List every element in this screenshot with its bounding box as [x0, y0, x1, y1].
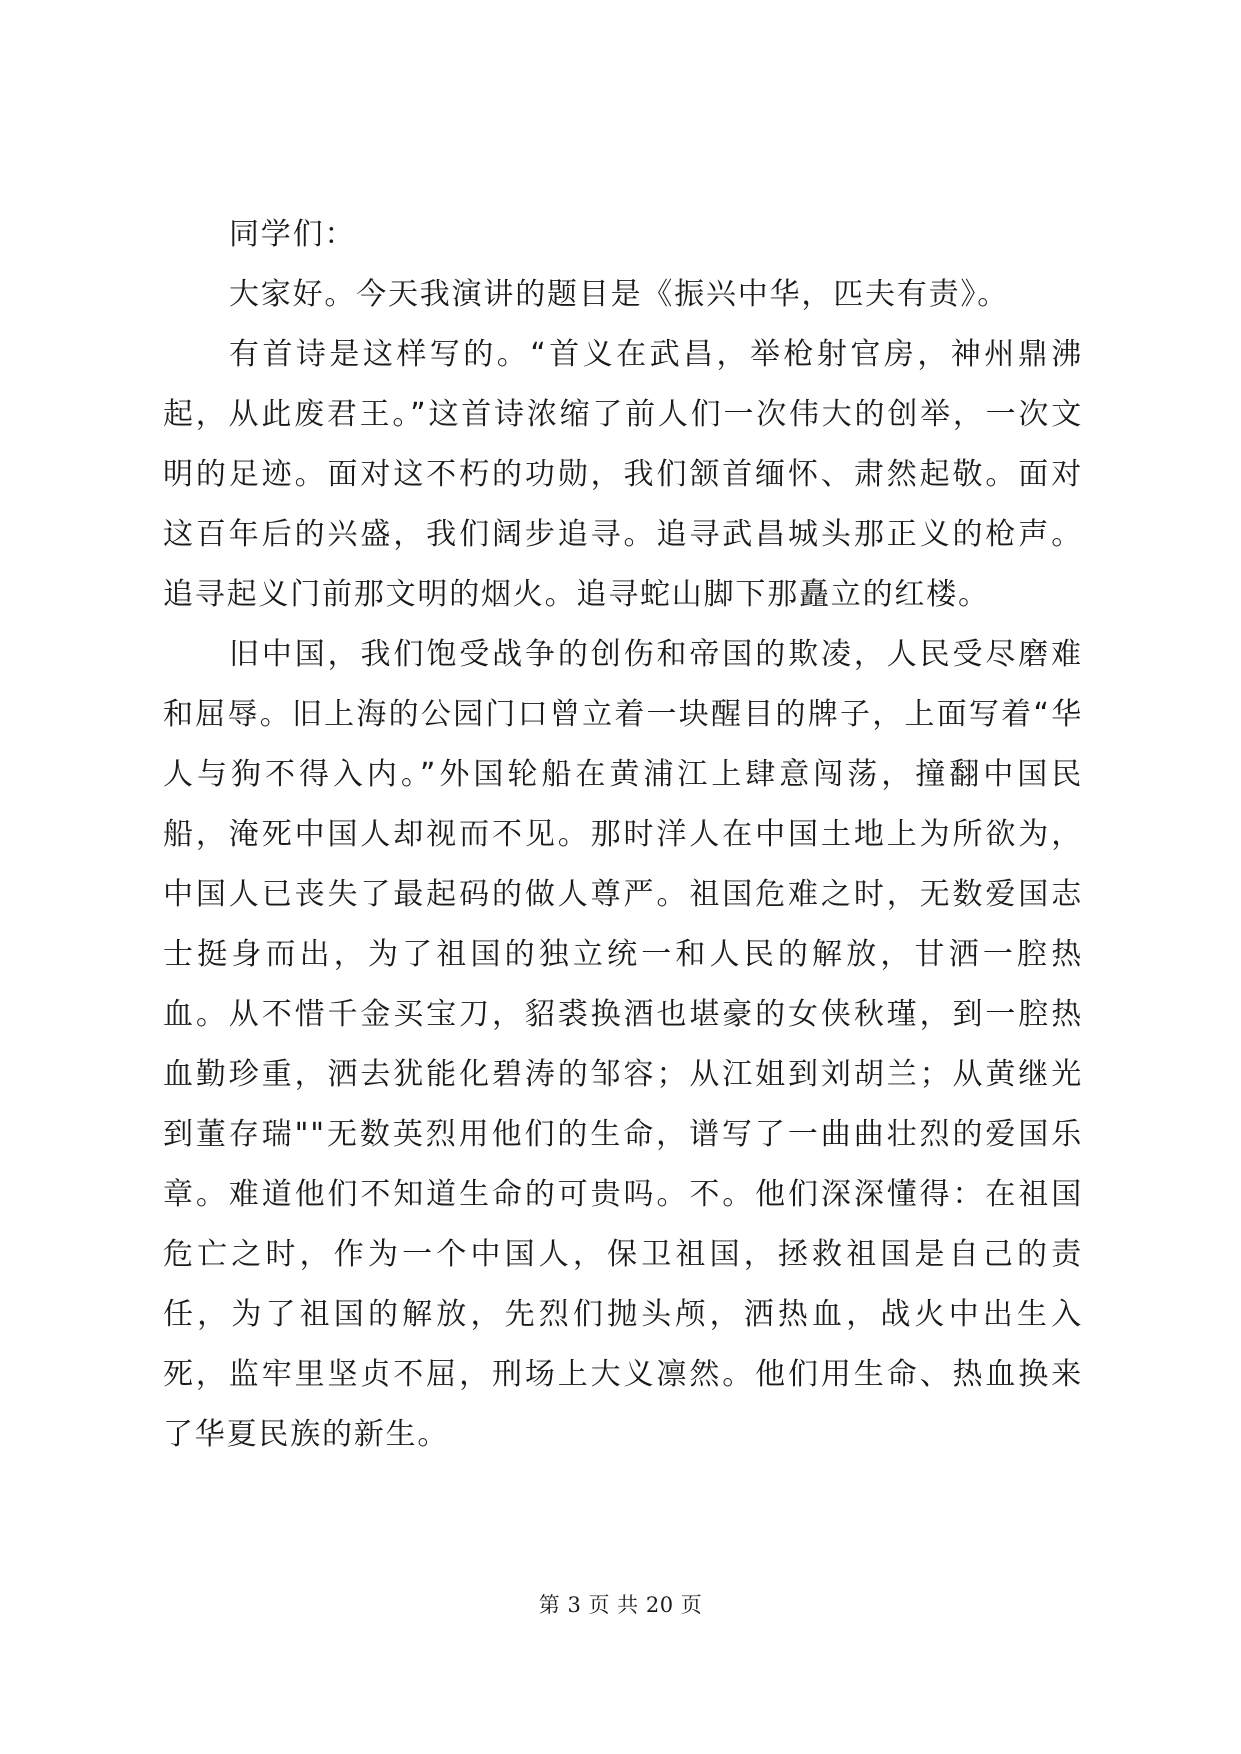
- paragraph-greeting: 同学们：: [229, 217, 357, 252]
- paragraph-intro: 大家好。今天我演讲的题目是《振兴中华，匹夫有责》。: [229, 277, 1009, 312]
- paragraph-old-china: 旧中国，我们饱受战争的创伤和帝国的欺凌，人民受尽磨难和屈辱。旧上海的公园门口曾立着一块醒目的牌子，上面写着“华人与狗不得入内。”外国轮船在黄浦江上肆意闯荡，撞翻中国民船，淹死中国人却视而不见。那时洋人在中国土地上为所欲为，中国人已丧失了最起码的做人尊严。祖国危难之时，无数爱国志士挺身而出，为了祖国的独立统一和人民的解放，甘洒一腔热血。从不惜千金买宝刀，貂裘换酒也堪豪的女侠秋瑾，到一腔热血勤珍重，洒去犹能化碧涛的邹容；从江姐到刘胡兰；从黄继光到董存瑞""无数英烈用他们的生命，谱写了一曲曲壮烈的爱国乐章。难道他们不知道生命的可贵吗。不。他们深深懂得：在祖国危亡之时，作为一个中国人，保卫祖国，拯救祖国是自己的责任，为了祖国的解放，先烈们抛头颅，洒热血，战火中出生入死，监牢里坚贞不屈，刑场上大义凛然。他们用生命、热血换来了华夏民族的新生。: [163, 637, 1083, 1452]
- paragraph-poem: 有首诗是这样写的。“首义在武昌，举枪射官房，神州鼎沸起，从此废君王。”这首诗浓缩了前人们一次伟大的创举，一次文明的足迹。面对这不朽的功勋，我们颔首缅怀、肃然起敬。面对这百年后的兴盛，我们阔步追寻。追寻武昌城头那正义的枪声。追寻起义门前那文明的烟火。追寻蛇山脚下那矗立的红楼。: [163, 337, 1083, 612]
- page-number-footer: 第 3 页 共 20 页: [538, 1593, 703, 1617]
- body-text: [163, 205, 1083, 1465]
